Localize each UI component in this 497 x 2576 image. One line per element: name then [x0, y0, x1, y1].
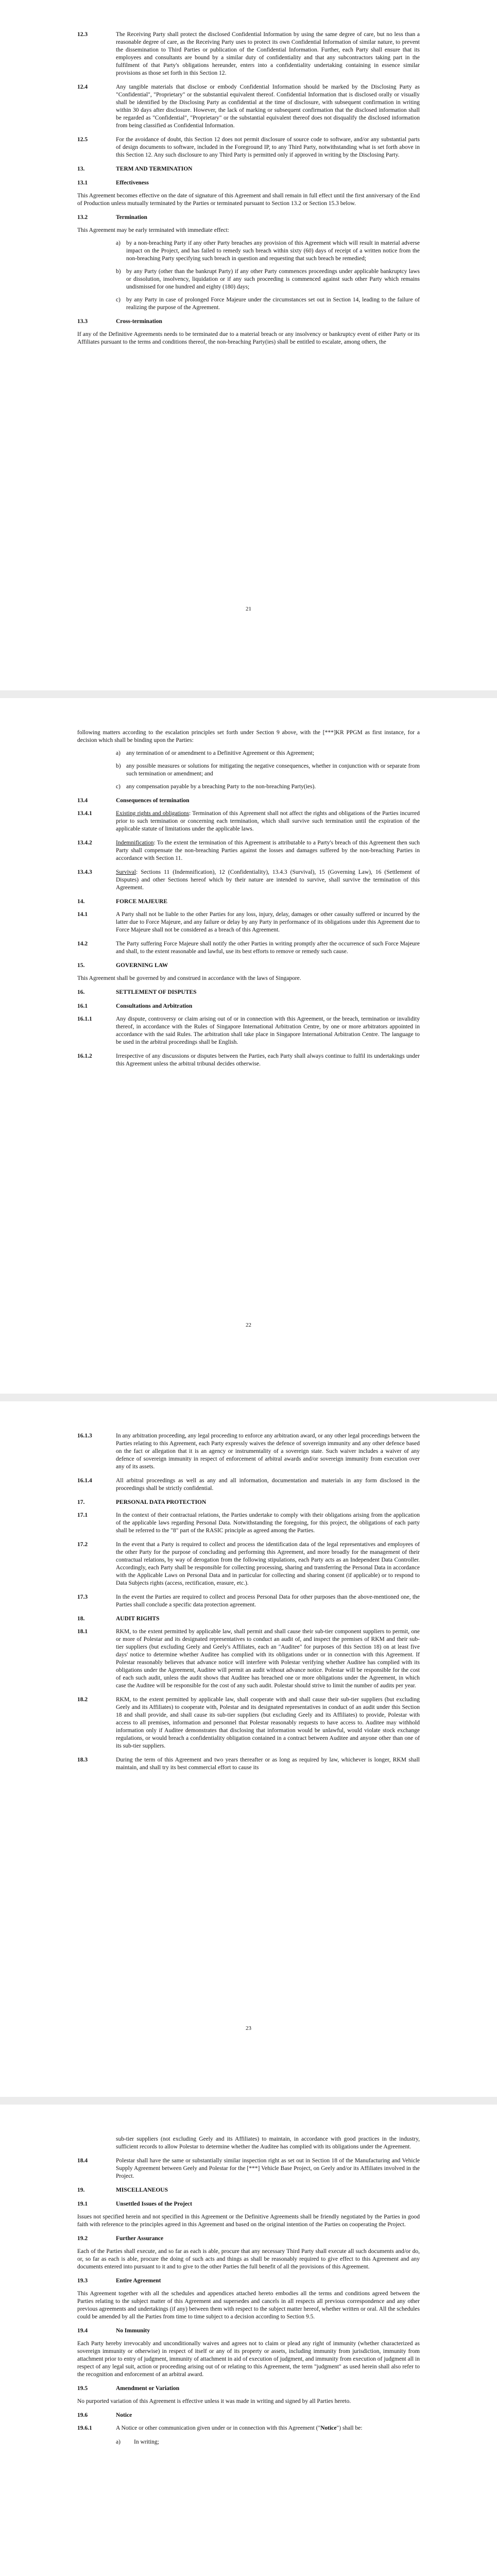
- section-number: 19.4: [77, 2328, 88, 2334]
- clause-text: : Sections 11 (Indemnification), 12 (Confidentiality), 13.4.3 (Survival), 15 (Governing Law), 16 (Settlement of Disputes) and other Sections hereof which by their nature are intended to survive, shall survive the termination of this Agreement.: [116, 869, 420, 891]
- clause-16-1-3: [77, 1432, 420, 1471]
- list-text: by any Party (other than the bankrupt Party) if any other Party commences proceedings under applicable bankruptcy laws or dissolution, insolvency, liquidation or if any such proceeding is commenced against such other Party which remains undismissed for one hundred and eighty (180) days;: [126, 268, 420, 290]
- clause-number: 17.3: [77, 1594, 88, 1600]
- clause-14-1: [77, 911, 420, 934]
- clause-number: 14.1: [77, 911, 88, 918]
- list-item: [77, 762, 420, 778]
- clause-number: 18.3: [77, 1757, 88, 1763]
- clause-13-4-2: [77, 839, 420, 862]
- subheading-19-2: [77, 2235, 420, 2243]
- clause-text: In any arbitration proceeding, any legal proceeding to enforce any arbitration award, or any other legal proceedings between the Parties relating to this Agreement, each Party expressly waives the defence of sovereign immunity and any other defence based on the fact or allegation that it is an agency or instrumentality of a sovereign state. Such waiver includes a waiver of any defence of sovereign immunity in respect of enforcement of arbitral awards and/or sovereign immunity from execution over any of its assets.: [116, 1433, 420, 1470]
- section-title: No Immunity: [116, 2328, 150, 2334]
- section-heading-17: [77, 1499, 420, 1506]
- list-label: a): [116, 750, 121, 756]
- section-number: 16.: [77, 989, 85, 995]
- section-number: 14.: [77, 899, 85, 905]
- section-title: Consultations and Arbitration: [116, 1003, 193, 1009]
- clause-heading: Existing rights and obligations: [116, 810, 189, 817]
- clause-12-3: [77, 31, 420, 77]
- clause-text: sub-tier suppliers (not excluding Geely and its Affiliates) to maintain, in accordance with good practices in the industry, sufficient records to allow Polestar to determine whether the Auditee has complied with its obligations under the Agreement.: [116, 2136, 420, 2150]
- clause-17-2: [77, 1541, 420, 1587]
- section-title: Notice: [116, 2412, 132, 2418]
- clause-number: 17.1: [77, 1512, 88, 1518]
- clause-18-2: [77, 1696, 420, 1750]
- clause-14-2: [77, 940, 420, 956]
- clause-18-4: [77, 2157, 420, 2180]
- clause-13-4-1: [77, 810, 420, 833]
- subheading-16-1: [77, 1003, 420, 1010]
- clause-text: The Party suffering Force Majeure shall notify the other Parties in writing promptly after the occurrence of such Force Majeure and shall, to the extent reasonable and lawful, use its best efforts to remove or remedy such cause.: [116, 941, 420, 955]
- paragraph: This Agreement may be early terminated with immediate effect:: [77, 227, 229, 233]
- section-title: Further Assurance: [116, 2235, 164, 2242]
- clause-number: 14.2: [77, 941, 88, 947]
- section-title: Termination: [116, 214, 147, 221]
- clause-text: A Party shall not be liable to the other Parties for any loss, injury, delay, damages or other casualty suffered or incurred by the latter due to Force Majeure, and any failure or delay by any Party in performance of its obligations under this Agreement due to Force Majeure shall not be considered as a breach of this Agreement.: [116, 911, 420, 933]
- list-text: any compensation payable by a breaching Party to the non-breaching Party(ies).: [126, 784, 316, 790]
- clause-text: RKM, to the extent permitted by applicable law, shall permit and shall cause their sub-tier component suppliers to permit, one or more of Polestar and its designated representatives to conduct an audit of, and inspect the premises of RKM and their sub-tier suppliers (but excluding Geely and Geely's Affiliates, each an "Auditee" for purposes of this Section 18) on at least five days' notice to determine whether Auditee has complied with its obligations under or in connection with this Agreement. If Polestar reasonably believes that advance notice will interfere with Polestar verifying whether Auditee has complied with its obligations under the Agreement, Auditee will permit an audit without advance notice. Polestar will be responsible for the cost of each such audit, unless the audit shows that Auditee has breached one or more obligations under the Agreement, in which case the Auditee will be responsible for the cost of any such audit. Polestar should strive to limit the number of audits per year.: [116, 1629, 420, 1689]
- section-number: 16.1: [77, 1003, 88, 1009]
- clause-18-3: [77, 1756, 420, 1772]
- clause-number: 13.4.3: [77, 869, 92, 875]
- page-number: 23: [246, 2025, 251, 2031]
- document-page-21: [0, 0, 497, 690]
- document-page-23: [0, 1401, 497, 2097]
- clause-text: All arbitral proceedings as well as any and all information, documentation and materials in any form disclosed in the proceedings shall be strictly confidential.: [116, 1478, 420, 1492]
- clause-number: 12.3: [77, 31, 88, 38]
- paragraph: Each Party hereby irrevocably and unconditionally waives and agrees not to claim or plead any right of immunity (whether characterized as sovereign immunity or otherwise) in respect of itself or any of its property or assets, including immunity from jurisdiction, immunity from attachment prior to entry of judgment, immunity of attachment in aid of execution of judgment, and immunity from execution of judgment all in respect of any legal suit, action or proceeding arising out of or relating to this Agreement, the term "judgment" as used herein shall also refer to the recognition and enforcement of an arbitral award.: [77, 2341, 420, 2378]
- clause-text: Irrespective of any discussions or disputes between the Parties, each Party shall always continue to fulfil its undertakings under this Agreement unless the arbitral tribunal decides otherwise.: [116, 1053, 420, 1067]
- section-title: AUDIT RIGHTS: [116, 1616, 160, 1622]
- clause-text: ") shall be:: [336, 2425, 363, 2431]
- clause-18-3-continued: [77, 2136, 420, 2151]
- list-text: by any Party in case of prolonged Force Majeure under the circumstances set out in Section 14, leading to the failure of realizing the purpose of the Agreement.: [126, 297, 420, 311]
- section-number: 18.: [77, 1616, 85, 1622]
- clause-number: 18.1: [77, 1629, 88, 1635]
- subheading-19-1: [77, 2200, 420, 2208]
- subheading-19-6: [77, 2412, 420, 2419]
- clause-number: 18.4: [77, 2158, 88, 2164]
- document-page-22: [0, 698, 497, 1394]
- list-label: b): [116, 763, 121, 769]
- clause-12-4: [77, 83, 420, 130]
- clause-number: 12.5: [77, 137, 88, 143]
- paragraph: If any of the Definitive Agreements needs to be terminated due to a material breach or any insolvency or bankruptcy event of either Party or its Affiliates pursuant to the terms and conditions thereof, the non-breaching Party(ies) shall be entitled to escalate, among others, the: [77, 331, 420, 345]
- section-title: Entire Agreement: [116, 2278, 161, 2284]
- section-number: 13.4: [77, 798, 88, 804]
- section-number: 19.5: [77, 2385, 88, 2392]
- subheading-13-2: [77, 214, 420, 222]
- paragraph: Each of the Parties shall execute, and so far as each is able, procure that any necessary Third Party shall execute all such documents and/or do, or, so far as each is able, procure the doing of such acts and things as shall be reasonably required to give effect to this Agreement and any documents entered into pursuant to it and to give to the other Parties the full benefit of all the provisions of this Agreement.: [77, 2248, 420, 2270]
- section-number: 19.: [77, 2187, 85, 2193]
- section-heading-19: [77, 2187, 420, 2194]
- list-label: b): [116, 268, 121, 275]
- clause-18-1: [77, 1628, 420, 1690]
- clause-number: 16.1.2: [77, 1053, 92, 1059]
- paragraph: This Agreement together with all the schedules and appendices attached hereto embodies all the terms and conditions agreed between the Parties relating to the subject matter of this Agreement and supersedes and cancels in all respects all previous correspondence and any other previous agreements and undertakings (if any) between them with respect to the subject matter hereof, whether written or oral. All the schedules could be amended by all the Parties from time to time subject to a decision according to Section 9.5.: [77, 2291, 420, 2320]
- clause-text: : Termination of this Agreement shall not affect the rights and obligations of the Parties incurred prior to such termination or concerning each termination, which shall survive such termination until the expiration of the applicable statute of limitations under the applicable laws.: [116, 810, 420, 832]
- clause-text: In the context of their contractual relations, the Parties undertake to comply with their obligations arising from the application of the applicable laws regarding Personal Data. Notwithstanding the foregoing, for this project, the obligations of each party shall be referred to the "8" part of the RASIC principle as agreed among the Parties.: [116, 1512, 420, 1534]
- clause-text: In the event that a Party is required to collect and process the identification data of the legal representatives and employees of the other Party for the purpose of concluding and performing this Agreement, and more broadly for the management of their contractual relations, by way of derogation from the following stipulations, each Party acts as an Independent Data Controller. Accordingly, each Party shall be responsible for collecting processing, sharing and transferring the Personal Data in accordance with the Applicable Laws on Personal Data and in particular for collecting and sharing consent (if applicable) or to respond to Data Subjects rights (access, rectification, erasure, etc.).: [116, 1541, 420, 1586]
- section-number: 19.2: [77, 2235, 88, 2242]
- list-text: by a non-breaching Party if any other Party breaches any provision of this Agreement which will result in material adverse impact on the Project, and has failed to remedy such breach within sixty (60) days of receipt of a written notice from the non-breaching Party specifying such breach in question and requesting that such breach be remedied;: [126, 240, 420, 262]
- subheading-13-4: [77, 797, 420, 805]
- clause-16-1-4: [77, 1477, 420, 1493]
- section-heading-15: [77, 962, 420, 970]
- section-number: 13.3: [77, 318, 88, 325]
- defined-term: Notice: [320, 2425, 337, 2431]
- section-title: Consequences of termination: [116, 798, 190, 804]
- page-number: 22: [246, 1322, 251, 1328]
- clause-number: 19.6.1: [77, 2425, 92, 2431]
- clause-number: 13.4.2: [77, 840, 92, 846]
- list-item: [77, 750, 420, 757]
- section-number: 17.: [77, 1499, 85, 1505]
- clause-number: 16.1.3: [77, 1433, 92, 1439]
- clause-text: Any tangible materials that disclose or embody Confidential Information should be marked by the Disclosing Party as "Confidential", "Proprietary" or the substantial equivalent thereof. Confidential Information that is disclosed orally or visually shall be identified by the Disclosing Party as confidential at the time of disclosure, with subsequent confirmation in writing within 30 days after disclosure. However, the lack of marking or subsequent confirmation that the disclosed information shall be regarded as "Confidential", "Proprietary" or the substantial equivalent thereof does not disqualify the disclosed information from being classified as Confidential Information.: [116, 84, 420, 129]
- clause-19-6-1: [77, 2425, 420, 2432]
- section-number: 19.1: [77, 2201, 88, 2207]
- subheading-13-3: [77, 318, 420, 326]
- clause-text: RKM, to the extent permitted by applicable law, shall cooperate with and shall cause their sub-tier suppliers (but excluding Geely and its Affiliates) to cooperate with, Polestar and its designated representatives in conduct of an audit under this Section 18 and shall provide, and shall cause its sub-tier suppliers (but excluding Geely and its Affiliates) to provide, Polestar with access to all premises, information and personnel that Polestar reasonably requests to have access to. Auditee may withhold information only if Auditee demonstrates that disclosing that information would be unlawful, would violate stock exchange regulations, or would breach a confidentiality obligation contained in a contract between Auditee and anyone other than one of its sub-tier suppliers.: [116, 1697, 420, 1749]
- clause-number: 12.4: [77, 84, 88, 90]
- section-title: FORCE MAJEURE: [116, 899, 167, 905]
- list-text: any possible measures or solutions for mitigating the negative consequences, whether in conjunction with or separate from such termination or amendment; and: [126, 763, 420, 777]
- paragraph: Issues not specified herein and not specified in this Agreement or the Definitive Agreements shall be friendly negotiated by the Parties in good faith with reference to the principles agreed in this Agreement and based on the original intention of the Parties on cooperating the Project.: [77, 2214, 420, 2228]
- list-label: c): [116, 297, 121, 303]
- section-title: Unsettled Issues of the Project: [116, 2201, 192, 2207]
- section-number: 19.3: [77, 2278, 88, 2284]
- clause-17-3: [77, 1594, 420, 1609]
- clause-text: During the term of this Agreement and two years thereafter or as long as required by law, whichever is longer, RKM shall maintain, and shall try its best commercial effort to cause its: [116, 1757, 420, 1771]
- paragraph: This Agreement becomes effective on the date of signature of this Agreement and shall remain in full effect until the first anniversary of the End of Production unless mutually terminated by the Parties or terminated pursuant to Section 13.2 or Section 15.3 below.: [77, 193, 420, 207]
- list-item: [77, 783, 420, 791]
- section-heading-18: [77, 1615, 420, 1623]
- clause-text: : To the extent the termination of this Agreement is attributable to a Party's breach of this Agreement then such Party shall compensate the non-breaching Parties against the losses and damages suffered by the non-breaching Parties in accordance with Section 11.: [116, 840, 420, 861]
- clause-text: A Notice or other communication given under or in connection with this Agreement (": [116, 2425, 321, 2431]
- section-title: TERM AND TERMINATION: [116, 166, 193, 172]
- section-number: 13.2: [77, 214, 88, 221]
- clause-number: 16.1.1: [77, 1016, 92, 1022]
- section-number: 13.: [77, 166, 85, 172]
- clause-number: 13.4.1: [77, 810, 92, 817]
- clause-17-1: [77, 1512, 420, 1535]
- list-item: [77, 268, 420, 291]
- clause-number: 16.1.4: [77, 1478, 92, 1484]
- list-label: a): [116, 240, 121, 246]
- section-title: GOVERNING LAW: [116, 962, 168, 969]
- subheading-19-5: [77, 2385, 420, 2393]
- page-number: 21: [246, 606, 251, 612]
- list-text: any termination of or amendment to a Definitive Agreement or this Agreement;: [126, 750, 315, 756]
- clause-heading: Survival: [116, 869, 136, 875]
- clause-text: Polestar shall have the same or substantially similar inspection right as set out in Section 18 of the Manufacturing and Vehicle Supply Agreement between Geely and Polestar for the [***] Vehicle Base Project, on Geely and/or its Affiliates involved in the Project.: [116, 2158, 420, 2179]
- clause-13-4-3: [77, 869, 420, 892]
- subheading-19-3: [77, 2277, 420, 2285]
- section-heading-16: [77, 989, 420, 996]
- section-number: 13.1: [77, 180, 88, 186]
- clause-text: Any dispute, controversy or claim arising out of or in connection with this Agreement, or the breach, termination or invalidity thereof, in accordance with the Rules of Singapore International Arbitration Centre, by one or more arbitrators appointed in accordance with the said Rules. The arbitration shall take place in Singapore International Arbitration Centre. The language to be used in the arbitral proceedings shall be English.: [116, 1016, 420, 1045]
- list-item: [77, 296, 420, 312]
- clause-text: For the avoidance of doubt, this Section 12 does not permit disclosure of source code to software, and/or any substantial parts of design documents to software, included in the Foreground IP, to any Third Party, notwithstanding what is set forth above in this Section 12. Any such disclosure to any Third Party is permitted only if approved in writing by the Disclosing Party.: [116, 137, 420, 158]
- section-title: Effectiveness: [116, 180, 149, 186]
- list-label: a): [116, 2439, 121, 2445]
- section-title: PERSONAL DATA PROTECTION: [116, 1499, 207, 1505]
- paragraph: following matters according to the escalation principles set forth under Section 9 above, with the [***]KR PPGM as first instance, for a decision which shall be binding upon the Parties:: [77, 730, 420, 743]
- clause-heading: Indemnification: [116, 840, 154, 846]
- section-number: 19.6: [77, 2412, 88, 2418]
- section-title: Amendment or Variation: [116, 2385, 180, 2392]
- clause-number: 17.2: [77, 1541, 88, 1548]
- clause-12-5: [77, 136, 420, 159]
- section-title: Cross-termination: [116, 318, 162, 325]
- paragraph: No purported variation of this Agreement is effective unless it was made in writing and signed by all Parties hereto.: [77, 2398, 351, 2404]
- subheading-13-1: [77, 179, 420, 187]
- clause-text: In the event the Parties are required to collect and process Personal Data for other purposes than the above-mentioned one, the Parties shall conclude a specific data protection agreement.: [116, 1594, 420, 1608]
- clause-number: 18.2: [77, 1697, 88, 1703]
- list-label: c): [116, 784, 121, 790]
- list-text: In writing;: [134, 2439, 159, 2445]
- document-page-24: [0, 2105, 497, 2576]
- section-heading-14: [77, 898, 420, 906]
- section-heading-13: [77, 165, 420, 173]
- clause-text: The Receiving Party shall protect the disclosed Confidential Information by using the same degree of care, but no less than a reasonable degree of care, as the Receiving Party uses to protect its own Confidential Information of similar nature, to prevent the dissemination to Third Parties or publication of the Confidential Information. Further, each Party shall ensure that its employees and consultants are bound by a similar duty of confidentiality and that any subcontractors taking part in the fulfilment of that Party's obligations hereunder, enters into a confidentiality undertaking containing in essence similar provisions as those set forth in this Section 12.: [116, 31, 420, 76]
- section-title: MISCELLANEOUS: [116, 2187, 168, 2193]
- clause-16-1-2: [77, 1053, 420, 1068]
- clause-16-1-1: [77, 1015, 420, 1046]
- section-number: 15.: [77, 962, 85, 969]
- list-item: [77, 2438, 420, 2446]
- section-title: SETTLEMENT OF DISPUTES: [116, 989, 197, 995]
- paragraph: This Agreement shall be governed by and construed in accordance with the laws of Singapore.: [77, 975, 301, 981]
- subheading-19-4: [77, 2327, 420, 2335]
- list-item: [77, 240, 420, 263]
